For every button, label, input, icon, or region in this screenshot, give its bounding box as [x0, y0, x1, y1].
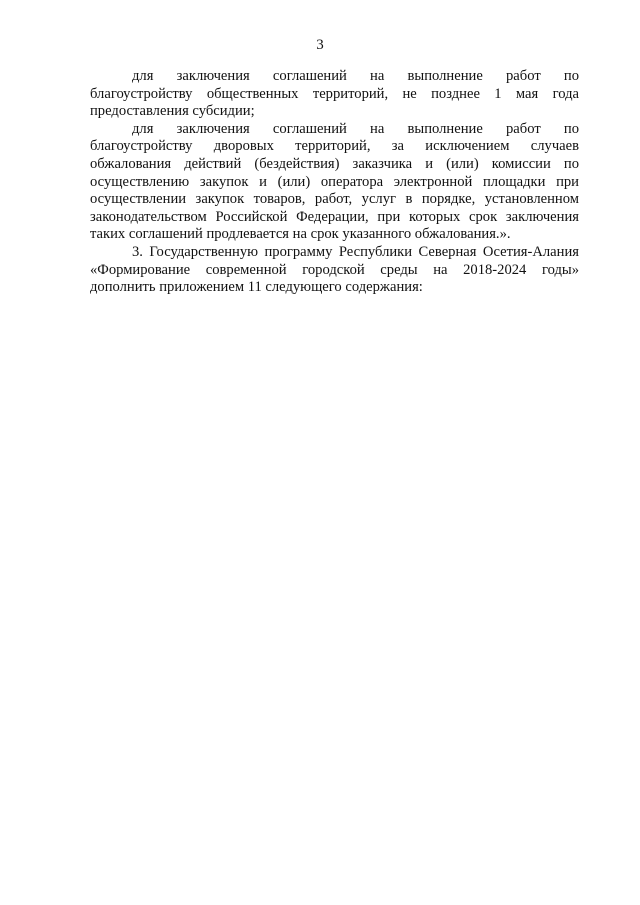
- page-number: 3: [316, 37, 324, 53]
- paragraph-public-territories: [90, 68, 579, 121]
- text-line: предоставления субсидии;: [90, 103, 255, 120]
- paragraph-state-program: [90, 244, 579, 297]
- text-line: благоустройству дворовых территорий, за исключением случаев: [90, 138, 579, 155]
- text-line: для заключения соглашений на выполнение работ по: [132, 68, 579, 84]
- text-line: для заключения соглашений на выполнение работ по: [132, 120, 579, 137]
- text-line: «Формирование современной городской среды на 2018-2024 годы»: [90, 261, 579, 278]
- text-line: обжалования действий (бездействия) заказчика и (или) комиссии по: [90, 155, 579, 172]
- document-body: [90, 68, 579, 297]
- text-line: 3. Государственную программу Республики Северная Осетия-Алания: [132, 243, 579, 260]
- text-line: таких соглашений продлевается на срок указанного обжалования.».: [90, 226, 511, 243]
- text-line: дополнить приложением 11 следующего содержания:: [90, 279, 423, 296]
- paragraph-yard-territories: [90, 121, 579, 244]
- text-line: осуществлению закупок и (или) оператора электронной площадки при: [90, 173, 579, 190]
- text-line: осуществлении закупок товаров, работ, услуг в порядке, установленном: [90, 191, 579, 208]
- text-line: законодательством Российской Федерации, при которых срок заключения: [90, 208, 579, 225]
- text-line: благоустройству общественных территорий, не позднее 1 мая года: [90, 85, 579, 102]
